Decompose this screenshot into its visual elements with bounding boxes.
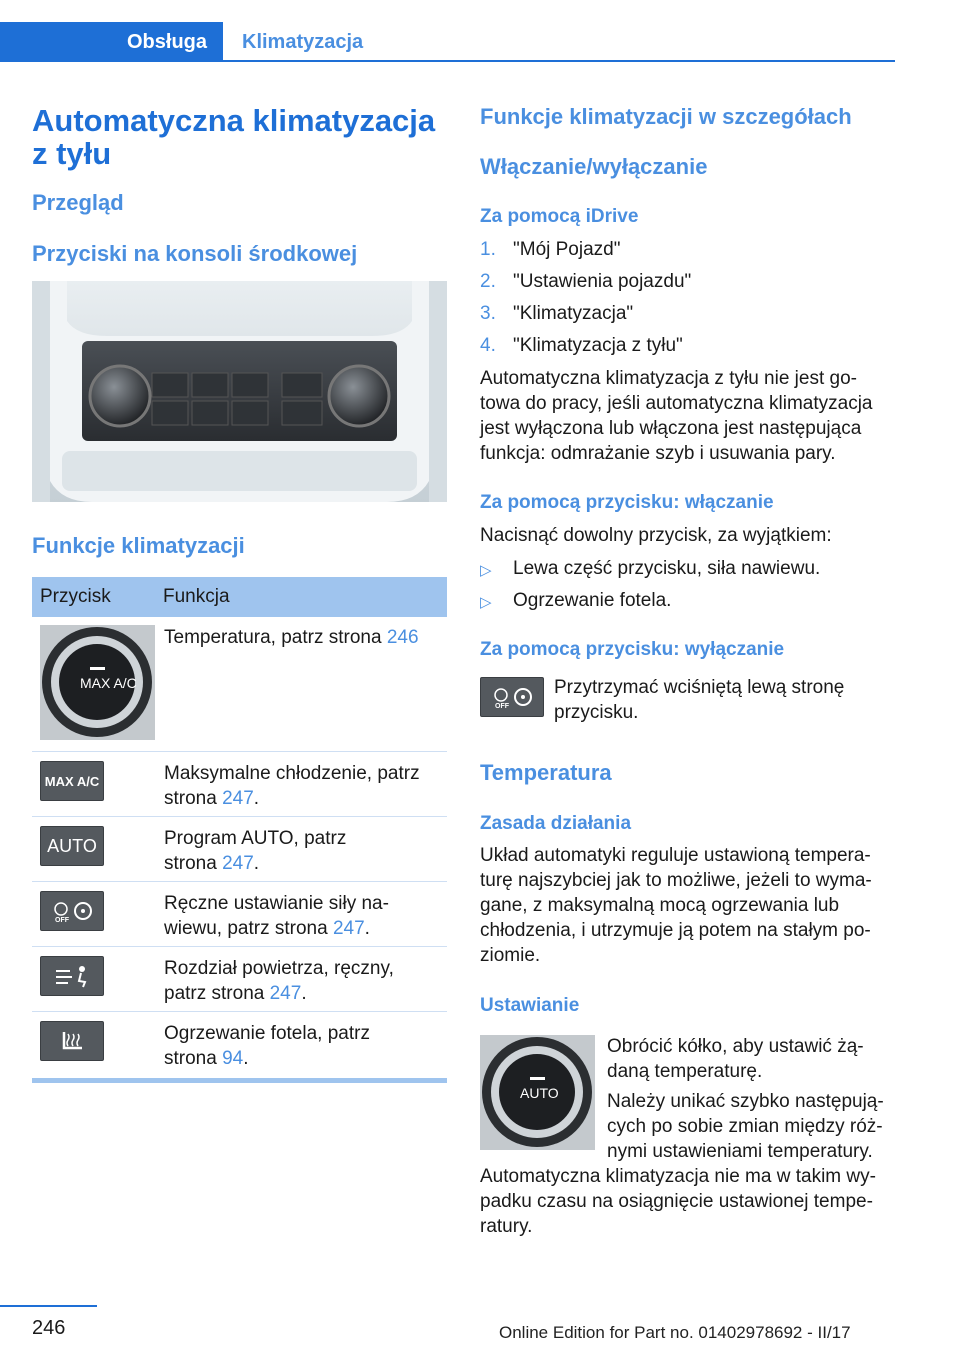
svg-text:OFF: OFF [495,703,509,710]
details-heading: Funkcje klimatyzacji w szczegółach [480,104,852,129]
section-title-line1: Automatyczna klimatyzacja [32,103,436,138]
idrive-paragraph: Automatyczna klimatyzacja z tyłu nie jest go- towa do pracy, jeśli automatyczna klimatyzacja jest wyłączona lub włączona jest następująca funkcja: odmrażanie szyb i usuwania pary. [480,368,873,464]
section-title [32,104,435,170]
row-divider [32,881,447,882]
knob-auto-label: MAX A/C [80,675,137,691]
temperature-heading: Temperatura [480,760,612,785]
setting-text-2: Należy unikać szybko następują- cych po sobie zmian między róż- nymi ustawieniami temperatury. [607,1091,884,1162]
page-link-247[interactable]: 247 [332,918,365,939]
list-item: ▷ Lewa część przycisku, siła nawiewu. [480,556,900,581]
fan-off-icon [480,677,544,717]
console-heading: Przyciski na konsoli środkowej [32,241,358,266]
seat-heating-icon [40,1021,104,1061]
list-item: 1. "Mój Pojazd" [480,239,621,260]
functions-heading: Funkcje klimatyzacji [32,533,245,558]
setting-text-3: Automatyczna klimatyzacja nie ma w takim wy- padku czasu na osiągnięcie ustawionej tempe- ratury. [480,1166,876,1237]
header-rule [0,60,895,62]
button-off-text: Przytrzymać wciśniętą lewą stronę przycisku. [554,677,845,723]
page-number: 246 [32,1317,66,1339]
page-link-94[interactable]: 94 [222,1048,244,1069]
button-off-heading: Za pomocą przycisku: wyłączanie [480,639,785,660]
button-on-text: Nacisnąć dowolny przycisk, za wyjątkiem: [480,525,832,546]
svg-text:OFF: OFF [55,917,69,924]
page-link-247[interactable]: 247 [222,853,254,874]
page-link-247[interactable]: 247 [222,788,254,809]
list-item: 4. "Klimatyzacja z tyłu" [480,335,683,356]
button-on-heading: Za pomocą przycisku: włączanie [480,492,774,513]
list-item: 2. "Ustawienia pojazdu" [480,271,692,292]
onoff-heading: Włączanie/wyłączanie [480,154,708,179]
table-header [32,577,447,617]
air-distribution-icon [40,956,104,996]
tab-klimatyzacja[interactable]: Klimatyzacja [242,30,364,53]
row4-text: Ręczne ustawianie siły na- wiewu, patrz strona 247. [164,893,389,939]
console-photo [32,281,447,502]
row-divider [32,946,447,947]
row5-text: Rozdział powietrza, ręczny, patrz strona 247. [164,958,394,1004]
idrive-heading: Za pomocą iDrive [480,206,639,227]
overview-heading: Przegląd [32,190,124,215]
tab-obsluga[interactable]: Obsługa [0,22,223,62]
row2-text: Maksymalne chłodzenie, patrz strona 247. [164,763,420,809]
edition-note: Online Edition for Part no. 01402978692 - II/17 [499,1323,851,1342]
table-bottom-rule [32,1078,447,1083]
section-title-line2: z tyłu [32,136,112,171]
steps-list [480,237,900,365]
fan-icon [40,891,104,931]
temperature-knob-icon [480,1035,595,1150]
col-function-header: Funkcja [163,586,230,607]
rotary-knob-icon [40,625,155,740]
row3-text: Program AUTO, patrz strona 247. [164,828,347,874]
max-ac-icon: MAX A/C [40,761,104,801]
row1-text: Temperatura, patrz strona 246 [164,627,419,648]
row-divider [32,751,447,752]
setting-heading: Ustawianie [480,995,580,1016]
principle-text: Układ automatyki reguluje ustawioną tempera- turę najszybciej jak to możliwe, jeżeli to wyma- gane, z maksymalną mocą ogrzewania lub chłodzenia, i utrzymuje ją potem na stałym po- ziomie. [480,845,872,966]
triangle-bullet-icon: ▷ [480,594,492,611]
row-divider [32,1011,447,1012]
col-button-header: Przycisk [40,586,111,607]
footer-rule [0,1305,97,1307]
row-divider [32,816,447,817]
list-item: 3. "Klimatyzacja" [480,303,634,324]
principle-heading: Zasada działania [480,813,632,834]
knob-auto-label: AUTO [520,1085,559,1101]
page-link-246[interactable]: 246 [386,627,419,648]
list-item: ▷ Ogrzewanie fotela. [480,588,900,613]
page-link-247[interactable]: 247 [269,983,302,1004]
triangle-bullet-icon: ▷ [480,562,492,579]
setting-text-1: Obrócić kółko, aby ustawić żą- daną temperaturę. [607,1036,864,1082]
auto-icon: AUTO [40,826,104,866]
row6-text: Ogrzewanie fotela, patrz strona 94. [164,1023,370,1069]
